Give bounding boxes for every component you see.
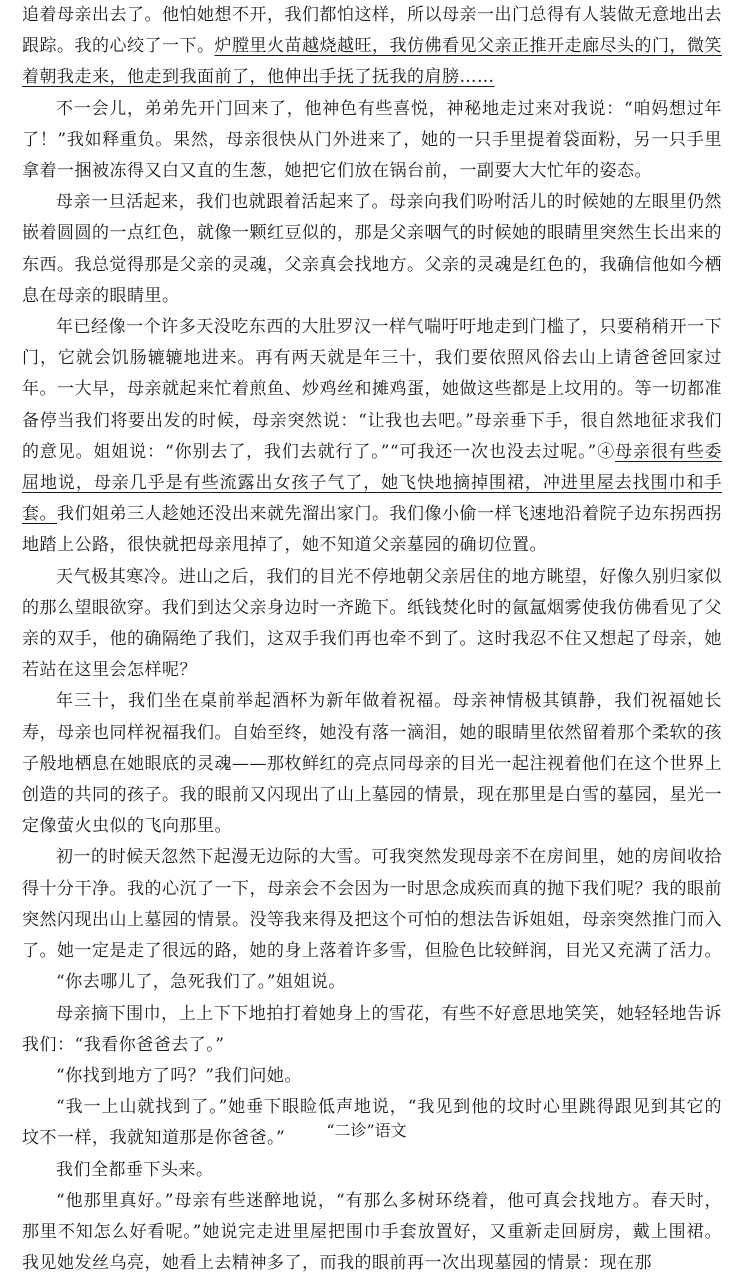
- paragraph: [22, 842, 722, 967]
- paragraph: [22, 312, 722, 562]
- paragraph-text: 年已经像一个许多天没吃东西的大肚罗汉一样气喘吁吁地走到门槛了，只要稍稍开一下门，它就会饥肠辘辘地进来。再有两天就是年三十，我们要依照风俗去山上请爸爸回家过年。一大早，母亲就起来忙着煎鱼、炒鸡丝和摊鸡蛋，她做这些都是上坟用的。等一切都准备停当我们将要出发的时候，母亲突然说：“让我也去吧。”母亲垂下手，很自然地征求我们的意见。姐姐说：“你别去了，我们去就行了。”“可我还一次也没去过呢。”④: [22, 317, 722, 462]
- paragraph: [22, 967, 722, 998]
- paragraph-text: “你找到地方了吗？”我们问她。: [56, 1065, 302, 1086]
- paragraph: [22, 1061, 722, 1092]
- paragraph: [22, 1186, 722, 1279]
- paragraph: [22, 1155, 722, 1186]
- paragraph-text: “我一上山就找到了。”她垂下眼睑低声地说，“我见到他的坟时心里跳得跟见到其它的坟不一样，我就知道那是你爸爸。”: [22, 1097, 722, 1149]
- underlined-text: 炉膛里火苗越烧越旺，我仿佛看见父亲正推开走廊尽头的门，微笑着朝我走来，他走到我面前了，他伸出手抚了抚我的肩膀……: [22, 36, 722, 88]
- paragraph-text: “他那里真好。”母亲有些迷醉地说，“有那么多树环绕着，他可真会找地方。春天时，那里不知怎么好看呢。”她说完走进里屋把围巾手套放置好，又重新走回厨房，戴上围裙。我见她发丝乌亮，她看上去精神多了，而我的眼前再一次出现墓园的情景：现在那: [22, 1190, 722, 1274]
- paragraph-text: 我们姐弟三人趁她还没出来就先溜出家门。我们像小偷一样飞速地沿着院子边东拐西拐地踏上公路，很快就把母亲甩掉了，她不知道父亲墓园的确切位置。: [22, 504, 722, 556]
- paragraph-text: 天气极其寒冷。进山之后，我们的目光不停地朝父亲居住的地方眺望，好像久别归家似的那么望眼欲穿。我们到达父亲身边时一齐跪下。纸钱焚化时的氤氲烟雾使我仿佛看见了父亲的双手，他的确隔绝了我们，这双手我们再也牵不到了。这时我忍不住又想起了母亲，她若站在这里会怎样呢？: [22, 566, 722, 681]
- paragraph-text: 母亲摘下围巾，上上下下地拍打着她身上的雪花，有些不好意思地笑笑，她轻轻地告诉我们：“我看你爸爸去了。”: [22, 1003, 722, 1055]
- exam-text-body: [22, 0, 722, 1279]
- paragraph: [22, 686, 722, 842]
- paragraph-text: 追着母亲出去了。他怕她想不开，我们都怕这样，所以母亲一出门总得有人装做无意地出去跟踪。我的心绞了一下。: [22, 5, 722, 57]
- paragraph: [22, 0, 722, 94]
- paragraph-text: 我们全都垂下头来。: [56, 1159, 214, 1180]
- paragraph: [22, 999, 722, 1061]
- page-footer: “二诊”语文: [326, 1121, 407, 1140]
- paragraph: [22, 187, 722, 312]
- paragraph-text: 年三十，我们坐在桌前举起酒杯为新年做着祝福。母亲神情极其镇静，我们祝福她长寿，母亲也同样祝福我们。自始至终，她没有落一滴泪，她的眼睛里依然留着那个柔软的孩子般地栖息在她眼底的灵魂——那枚鲜红的亮点同母亲的目光一起注视着他们在这个世界上创造的共同的孩子。我的眼前又闪现出了山上墓园的情景，现在那里是白雪的墓园，星光一定像萤火虫似的飞向那里。: [22, 691, 722, 837]
- underlined-text: 母亲很有些委屈地说，母亲几乎是有些流露出女孩子气了，她飞快地摘掉围裙，冲进里屋去找围巾和手套。: [22, 441, 722, 525]
- paragraph-text: “你去哪儿了，急死我们了。”姐姐说。: [56, 972, 346, 993]
- paragraph-text: 初一的时候天忽然下起漫无边际的大雪。可我突然发现母亲不在房间里，她的房间收拾得十分干净。我的心沉了一下，母亲会不会因为一时思念成疾而真的抛下我们呢？我的眼前突然闪现出山上墓园的情景。没等我来得及把这个可怕的想法告诉姐姐，母亲突然推门而入了。她一定是走了很远的路，她的身上落着许多雪，但脸色比较鲜润，目光又充满了活力。: [22, 847, 722, 962]
- paragraph: [22, 94, 722, 188]
- paragraph-text: 不一会儿，弟弟先开门回来了，他神色有些喜悦，神秘地走过来对我说：“咱妈想过年了！”我如释重负。果然，母亲很快从门外进来了，她的一只手里提着袋面粉，另一只手里拿着一捆被冻得又白又直的生葱，她把它们放在锅台前，一副要大大忙年的姿态。: [22, 98, 722, 182]
- paragraph: [22, 562, 722, 687]
- paragraph-text: 母亲一旦活起来，我们也就跟着活起来了。母亲向我们吩咐活儿的时候她的左眼里仍然嵌着圆圆的一点红色，就像一颗红豆似的，那是父亲咽气的时候她的眼睛里突然生长出来的东西。我总觉得那是父亲的灵魂，父亲真会找地方。父亲的灵魂是红色的，我确信他如今栖息在母亲的眼睛里。: [22, 192, 722, 306]
